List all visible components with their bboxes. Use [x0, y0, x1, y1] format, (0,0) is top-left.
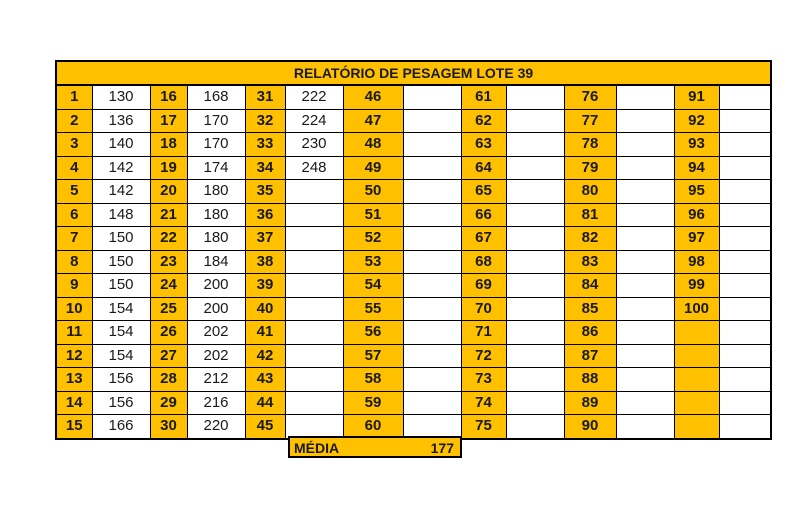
animal-number-cell: 81: [564, 203, 616, 227]
animal-number-cell: 92: [674, 109, 719, 133]
table-row: [56, 415, 771, 439]
weight-value-cell: 150: [92, 274, 150, 298]
weight-value-cell: [403, 391, 461, 415]
animal-number-cell: 48: [343, 133, 403, 157]
weight-value-cell: [719, 274, 771, 298]
weight-value-cell: [403, 415, 461, 439]
weight-value-cell: [506, 297, 564, 321]
animal-number-cell: 19: [150, 156, 187, 180]
weight-value-cell: [403, 227, 461, 251]
weight-value-cell: 180: [187, 227, 245, 251]
weight-value-cell: [285, 297, 343, 321]
weight-value-cell: [719, 391, 771, 415]
weight-value-cell: 200: [187, 297, 245, 321]
animal-number-cell: 62: [461, 109, 506, 133]
animal-number-cell: 75: [461, 415, 506, 439]
weight-value-cell: [616, 321, 674, 345]
weight-value-cell: [285, 203, 343, 227]
animal-number-cell: 49: [343, 156, 403, 180]
animal-number-cell: 18: [150, 133, 187, 157]
weight-value-cell: [403, 203, 461, 227]
weight-value-cell: [616, 156, 674, 180]
animal-number-cell: 98: [674, 250, 719, 274]
average-label: MÉDIA: [294, 440, 340, 456]
weight-value-cell: [616, 297, 674, 321]
weight-value-cell: [719, 415, 771, 439]
weight-value-cell: [506, 227, 564, 251]
weight-value-cell: [285, 227, 343, 251]
animal-number-cell: 79: [564, 156, 616, 180]
weighing-table: [55, 60, 772, 440]
animal-number-cell: 66: [461, 203, 506, 227]
weight-value-cell: [719, 109, 771, 133]
weight-value-cell: [616, 133, 674, 157]
weight-value-cell: [719, 85, 771, 109]
weight-value-cell: 150: [92, 250, 150, 274]
animal-number-cell: 54: [343, 274, 403, 298]
animal-number-cell: 13: [56, 368, 92, 392]
title-row: [56, 61, 771, 85]
animal-number-cell: 26: [150, 321, 187, 345]
weight-value-cell: 168: [187, 85, 245, 109]
animal-number-cell: 95: [674, 180, 719, 204]
animal-number-cell: 59: [343, 391, 403, 415]
weight-value-cell: [506, 156, 564, 180]
animal-number-cell: [674, 344, 719, 368]
weight-value-cell: [403, 180, 461, 204]
animal-number-cell: 70: [461, 297, 506, 321]
animal-number-cell: 57: [343, 344, 403, 368]
table-row: [56, 250, 771, 274]
animal-number-cell: 36: [245, 203, 285, 227]
animal-number-cell: 35: [245, 180, 285, 204]
animal-number-cell: 29: [150, 391, 187, 415]
weight-value-cell: [616, 109, 674, 133]
weight-value-cell: 154: [92, 344, 150, 368]
weight-value-cell: [403, 297, 461, 321]
animal-number-cell: 72: [461, 344, 506, 368]
weight-value-cell: [403, 368, 461, 392]
weight-value-cell: [403, 85, 461, 109]
weight-value-cell: [506, 109, 564, 133]
animal-number-cell: 22: [150, 227, 187, 251]
animal-number-cell: 96: [674, 203, 719, 227]
animal-number-cell: 28: [150, 368, 187, 392]
weight-value-cell: [506, 180, 564, 204]
weight-value-cell: [506, 133, 564, 157]
weight-value-cell: [719, 344, 771, 368]
animal-number-cell: 94: [674, 156, 719, 180]
weight-value-cell: [616, 203, 674, 227]
weight-value-cell: [506, 85, 564, 109]
animal-number-cell: 15: [56, 415, 92, 439]
animal-number-cell: 60: [343, 415, 403, 439]
weight-value-cell: 142: [92, 180, 150, 204]
weight-value-cell: 166: [92, 415, 150, 439]
weight-value-cell: [616, 415, 674, 439]
animal-number-cell: 89: [564, 391, 616, 415]
animal-number-cell: 25: [150, 297, 187, 321]
animal-number-cell: 4: [56, 156, 92, 180]
average-box: [288, 436, 462, 458]
weight-value-cell: 202: [187, 321, 245, 345]
animal-number-cell: [674, 321, 719, 345]
weight-value-cell: [285, 274, 343, 298]
animal-number-cell: 41: [245, 321, 285, 345]
weight-value-cell: 154: [92, 321, 150, 345]
animal-number-cell: 43: [245, 368, 285, 392]
weight-value-cell: 220: [187, 415, 245, 439]
weight-value-cell: [403, 321, 461, 345]
animal-number-cell: 2: [56, 109, 92, 133]
weight-value-cell: [285, 321, 343, 345]
animal-number-cell: 97: [674, 227, 719, 251]
animal-number-cell: 58: [343, 368, 403, 392]
weight-value-cell: 180: [187, 203, 245, 227]
animal-number-cell: 16: [150, 85, 187, 109]
animal-number-cell: 42: [245, 344, 285, 368]
animal-number-cell: 21: [150, 203, 187, 227]
weight-value-cell: [403, 344, 461, 368]
animal-number-cell: 50: [343, 180, 403, 204]
weight-value-cell: 180: [187, 180, 245, 204]
animal-number-cell: 88: [564, 368, 616, 392]
weight-value-cell: 170: [187, 109, 245, 133]
animal-number-cell: 68: [461, 250, 506, 274]
animal-number-cell: 34: [245, 156, 285, 180]
weight-value-cell: [285, 391, 343, 415]
animal-number-cell: 83: [564, 250, 616, 274]
animal-number-cell: 37: [245, 227, 285, 251]
table-row: [56, 297, 771, 321]
animal-number-cell: 84: [564, 274, 616, 298]
table-row: [56, 180, 771, 204]
weight-value-cell: [285, 415, 343, 439]
weight-value-cell: 248: [285, 156, 343, 180]
weight-value-cell: [285, 344, 343, 368]
animal-number-cell: 56: [343, 321, 403, 345]
animal-number-cell: 78: [564, 133, 616, 157]
animal-number-cell: 73: [461, 368, 506, 392]
animal-number-cell: 63: [461, 133, 506, 157]
animal-number-cell: [674, 415, 719, 439]
animal-number-cell: 64: [461, 156, 506, 180]
weight-value-cell: [719, 180, 771, 204]
animal-number-cell: 77: [564, 109, 616, 133]
weight-value-cell: [616, 274, 674, 298]
weight-value-cell: [403, 109, 461, 133]
animal-number-cell: 12: [56, 344, 92, 368]
weight-value-cell: [616, 180, 674, 204]
weight-value-cell: [719, 133, 771, 157]
animal-number-cell: 91: [674, 85, 719, 109]
animal-number-cell: [674, 368, 719, 392]
animal-number-cell: 93: [674, 133, 719, 157]
animal-number-cell: 67: [461, 227, 506, 251]
animal-number-cell: 85: [564, 297, 616, 321]
animal-number-cell: 10: [56, 297, 92, 321]
weight-value-cell: [403, 156, 461, 180]
weight-value-cell: [616, 250, 674, 274]
table-row: [56, 274, 771, 298]
animal-number-cell: 74: [461, 391, 506, 415]
weight-value-cell: [719, 227, 771, 251]
animal-number-cell: 33: [245, 133, 285, 157]
animal-number-cell: 38: [245, 250, 285, 274]
animal-number-cell: 51: [343, 203, 403, 227]
weight-value-cell: 154: [92, 297, 150, 321]
weight-value-cell: [616, 227, 674, 251]
weight-value-cell: [719, 321, 771, 345]
animal-number-cell: 24: [150, 274, 187, 298]
weight-value-cell: 212: [187, 368, 245, 392]
weight-value-cell: 148: [92, 203, 150, 227]
weight-value-cell: 136: [92, 109, 150, 133]
table-row: [56, 109, 771, 133]
weight-value-cell: [403, 250, 461, 274]
animal-number-cell: 32: [245, 109, 285, 133]
animal-number-cell: 3: [56, 133, 92, 157]
weight-value-cell: [506, 203, 564, 227]
animal-number-cell: 76: [564, 85, 616, 109]
weight-value-cell: [285, 250, 343, 274]
table-row: [56, 391, 771, 415]
weight-value-cell: [616, 85, 674, 109]
table-row: [56, 203, 771, 227]
animal-number-cell: 69: [461, 274, 506, 298]
weight-value-cell: [285, 180, 343, 204]
animal-number-cell: 100: [674, 297, 719, 321]
weight-value-cell: [616, 368, 674, 392]
animal-number-cell: 65: [461, 180, 506, 204]
animal-number-cell: 31: [245, 85, 285, 109]
animal-number-cell: 45: [245, 415, 285, 439]
weight-value-cell: [719, 250, 771, 274]
animal-number-cell: 87: [564, 344, 616, 368]
animal-number-cell: 82: [564, 227, 616, 251]
weight-value-cell: [719, 203, 771, 227]
table-row: [56, 321, 771, 345]
weight-value-cell: [506, 415, 564, 439]
weight-value-cell: [719, 368, 771, 392]
animal-number-cell: 40: [245, 297, 285, 321]
weight-value-cell: 202: [187, 344, 245, 368]
weight-value-cell: 230: [285, 133, 343, 157]
table-row: [56, 133, 771, 157]
weight-value-cell: [403, 274, 461, 298]
weight-value-cell: [506, 391, 564, 415]
animal-number-cell: 1: [56, 85, 92, 109]
animal-number-cell: 5: [56, 180, 92, 204]
weight-value-cell: [403, 133, 461, 157]
weight-value-cell: 200: [187, 274, 245, 298]
table-row: [56, 227, 771, 251]
animal-number-cell: 46: [343, 85, 403, 109]
animal-number-cell: 39: [245, 274, 285, 298]
animal-number-cell: 30: [150, 415, 187, 439]
table-row: [56, 368, 771, 392]
table-row: [56, 85, 771, 109]
weight-value-cell: [616, 391, 674, 415]
average-value: 177: [430, 440, 454, 456]
weighing-report-sheet: [55, 60, 772, 440]
animal-number-cell: 14: [56, 391, 92, 415]
weight-value-cell: 174: [187, 156, 245, 180]
weight-value-cell: [506, 321, 564, 345]
animal-number-cell: 71: [461, 321, 506, 345]
weight-value-cell: 224: [285, 109, 343, 133]
animal-number-cell: 86: [564, 321, 616, 345]
weight-value-cell: [719, 297, 771, 321]
animal-number-cell: 27: [150, 344, 187, 368]
weight-value-cell: [616, 344, 674, 368]
animal-number-cell: 17: [150, 109, 187, 133]
animal-number-cell: 61: [461, 85, 506, 109]
weight-value-cell: 142: [92, 156, 150, 180]
weight-value-cell: 130: [92, 85, 150, 109]
animal-number-cell: 80: [564, 180, 616, 204]
animal-number-cell: 8: [56, 250, 92, 274]
weight-value-cell: [719, 156, 771, 180]
weight-value-cell: [506, 344, 564, 368]
weight-value-cell: [506, 274, 564, 298]
animal-number-cell: 53: [343, 250, 403, 274]
table-row: [56, 344, 771, 368]
animal-number-cell: 55: [343, 297, 403, 321]
animal-number-cell: 52: [343, 227, 403, 251]
animal-number-cell: 6: [56, 203, 92, 227]
weight-value-cell: 156: [92, 368, 150, 392]
table-row: [56, 156, 771, 180]
animal-number-cell: [674, 391, 719, 415]
animal-number-cell: 90: [564, 415, 616, 439]
weight-value-cell: 216: [187, 391, 245, 415]
weight-value-cell: [506, 250, 564, 274]
weight-value-cell: 150: [92, 227, 150, 251]
animal-number-cell: 9: [56, 274, 92, 298]
animal-number-cell: 20: [150, 180, 187, 204]
animal-number-cell: 44: [245, 391, 285, 415]
weight-value-cell: [285, 368, 343, 392]
animal-number-cell: 99: [674, 274, 719, 298]
animal-number-cell: 11: [56, 321, 92, 345]
weight-value-cell: 170: [187, 133, 245, 157]
weight-value-cell: [506, 368, 564, 392]
report-title: RELATÓRIO DE PESAGEM LOTE 39: [56, 61, 771, 85]
animal-number-cell: 7: [56, 227, 92, 251]
animal-number-cell: 47: [343, 109, 403, 133]
animal-number-cell: 23: [150, 250, 187, 274]
weight-value-cell: 140: [92, 133, 150, 157]
weight-value-cell: 222: [285, 85, 343, 109]
weight-value-cell: 156: [92, 391, 150, 415]
weight-value-cell: 184: [187, 250, 245, 274]
